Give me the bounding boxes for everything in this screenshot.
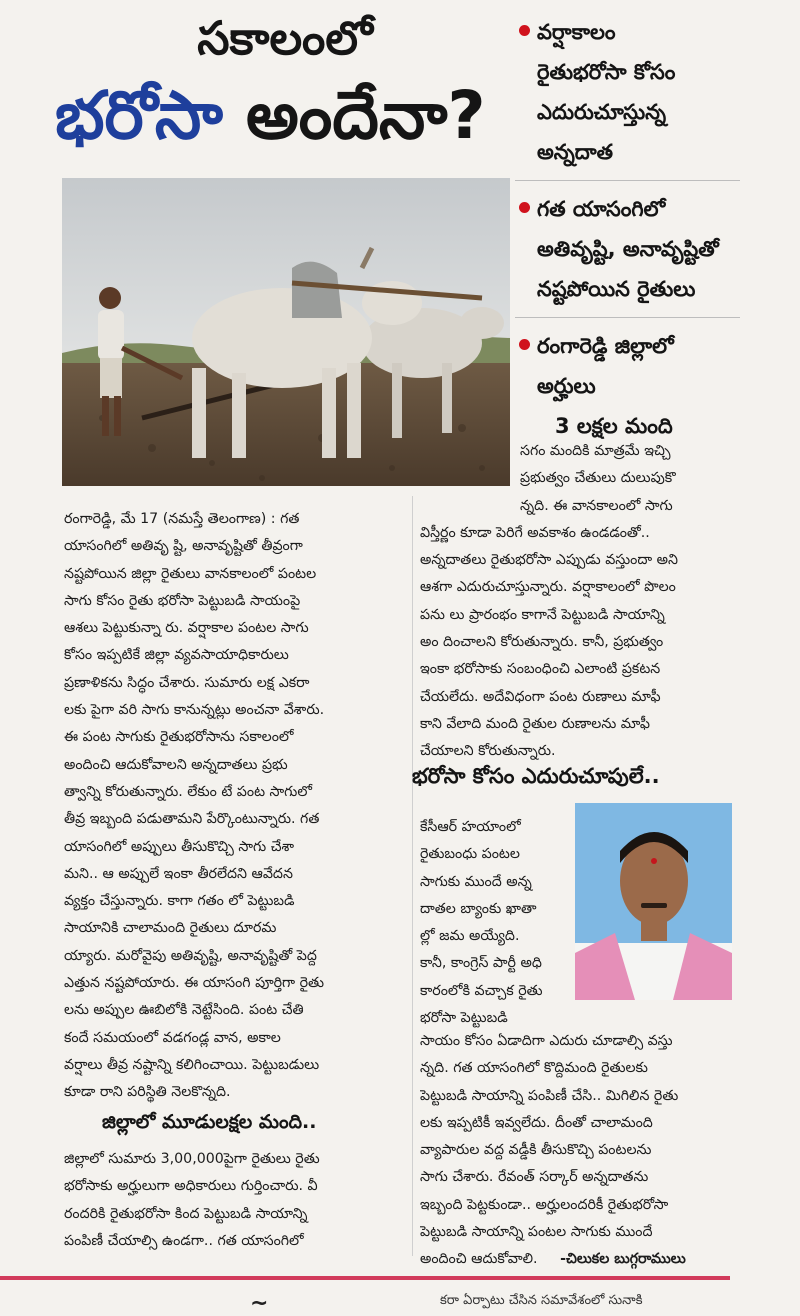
text-line: పెట్టుబడి సాయాన్ని పంటల సాగుకు ముందే (420, 1224, 653, 1241)
text-line: ఆశగా ఎదురుచూస్తున్నారు. వర్షాకాలంలో పొలం (420, 579, 676, 596)
text-line: పెట్టుబడి సాయాన్ని పంపిణీ చేసి.. మిగిలిన రైతు (420, 1087, 679, 1104)
highlight-bullets (515, 8, 740, 458)
bullet-line: రంగారెడ్డి జిల్లాలో (537, 334, 674, 358)
text-line: యాసంగిలో అతివృ ష్టి, అనావృష్టితో తీవ్రంగా (64, 538, 303, 555)
text-line: రంగారెడ్డి, మే 17 (నమస్తే తెలంగాణ) : గత (64, 511, 300, 527)
text-line: సాగు చేశారు. రేవంత్ సర్కార్ అన్నదాతను (420, 1169, 649, 1186)
text-line: ప్రభుత్వం చేతులు దులుపుకొ (520, 470, 676, 487)
farmer-portrait-photo (575, 803, 732, 1000)
text-line: సాగుకు ముందే అన్న (420, 873, 532, 890)
text-line: తీవ్ర ఇబ్బంది పడుతామని పేర్కొంటున్నారు. గత (64, 811, 320, 828)
bullet-line: అర్హులు (537, 374, 596, 398)
text-line: కాని వేలాది మంది రైతుల రుణాలను మాఫీ (420, 715, 650, 732)
text-line: న్నది. గత యాసంగిలో కొద్దిమంది రైతులకు (420, 1060, 648, 1077)
text-line: అన్నదాతలు రైతుభరోసా ఎప్పుడు వస్తుందా అని (420, 552, 678, 569)
text-line: చేయలేదు. అదేవిధంగా పంట రుణాలు మాఫీ (420, 688, 661, 705)
text-line: ఎత్తున నష్టపోయారు. ఈ యాసంగి పూర్తిగా రైతు (64, 975, 324, 992)
bullet-dot-icon (519, 339, 530, 350)
text-line: ల్లో జమ అయ్యేది. (420, 928, 520, 945)
text-line: ఇబ్బంది పెట్టకుండా.. అర్హులందరికీ రైతుభరోసా (420, 1196, 669, 1213)
bullet-item (515, 8, 740, 181)
headline-blue-word: భరోసా (55, 77, 223, 154)
text-line: భరోసాకు అర్హులుగా అధికారులు గుర్తించారు. వీ (64, 1178, 318, 1195)
text-line: వ్యక్తం చేస్తున్నారు. కాగా గతం లో పెట్టుబడి (64, 893, 295, 910)
text-line: కూడా రాని పరిస్థితి నెలకొన్నది. (64, 1084, 231, 1101)
text-line: ఈ పంట సాగుకు రైతుభరోసాను సకాలంలో (64, 729, 294, 746)
right-article-column (420, 438, 732, 766)
left-subheading: జిల్లాలో మూడులక్షల మంది.. (102, 1111, 317, 1133)
right-article-column-narrow (420, 814, 568, 1032)
portrait-illustration (575, 803, 732, 1000)
bottom-red-rule (0, 1276, 730, 1280)
text-line: పంపిణీ చేయాల్సి ఉండగా.. గత యాసంగిలో (64, 1232, 304, 1249)
text-line: సగం మందికి మాత్రమే ఇచ్చి (520, 443, 671, 459)
bullet-line: రైతుభరోసా కోసం (537, 60, 676, 84)
right-article-column-bottom (420, 1028, 732, 1274)
text-line: లకు ఇప్పటికీ ఇవ్వలేదు. దీంతో చాలామంది (420, 1114, 653, 1131)
bullet-line: నష్టపోయిన రైతులు (537, 277, 696, 301)
text-line: జిల్లాలో సుమారు 3,00,000పైగా రైతులు రైతు (64, 1151, 320, 1167)
bullet-line: 3 లక్షల మంది (555, 414, 673, 438)
right-subheading: భరోసా కోసం ఎదురుచూపులే.. (412, 764, 660, 788)
bullet-line: గత యాసంగిలో (537, 197, 666, 221)
text-line-last (420, 1246, 732, 1273)
text-line: అం దించాలని కోరుతున్నారు. కానీ, ప్రభుత్వం (420, 634, 664, 651)
headline-black-words: అందేనా? (222, 77, 486, 154)
left-article-column (64, 506, 402, 1107)
text-line: ఇంకా భరోసాకు సంబంధించి ఎలాంటి ప్రకటన (420, 661, 661, 678)
text-line: కందే సమయంలో వడగండ్ల వాన, అకాల (64, 1029, 281, 1046)
bullet-line: అతివృష్టి, అనావృష్టితో (537, 237, 719, 261)
text-line: కారంలోకి వచ్చాక రైతు (420, 982, 543, 999)
text-line: దాతల బ్యాంకు ఖాతా (420, 900, 537, 917)
text-line: నష్టపోయిన జిల్లా రైతులు వానకాలంలో పంటల (64, 565, 317, 582)
footer-cut-glyph: ~ (250, 1291, 269, 1316)
text-line: య్యారు. మరోవైపు అతివృష్టి, అనావృష్టితో పెద్ద (64, 947, 317, 964)
left-article-column-2 (64, 1146, 402, 1255)
author-byline: -చిలుకల బుగ్గరాములు (560, 1251, 686, 1268)
bullet-item (515, 185, 740, 318)
bullet-dot-icon (519, 202, 530, 213)
text-line: యాసంగిలో అప్పులు తీసుకొచ్చి సాగు చేశా (64, 838, 294, 855)
text-line: విస్తీర్ణం కూడా పెరిగే అవకాశం ఉండడంతో.. (420, 524, 650, 541)
headline-line1: సకాలంలో (197, 11, 373, 65)
text-line: లను అప్పుల ఊబిలోకి నెట్టేసింది. పంట చేతి (64, 1002, 304, 1019)
text-line: ఆశలు పెట్టుకున్నా రు. వర్షాకాల పంటల సాగు (64, 620, 309, 637)
text-line: మని.. ఆ అప్పులే ఇంకా తీరలేదని ఆవేదన (64, 865, 293, 882)
text-line: రందరికి రైతుభరోసా కింద పెట్టుబడి సాయాన్ని (64, 1205, 308, 1222)
footer-cut-text: కరా ఏర్పాటు చేసిన సమావేశంలో సునాకి (440, 1293, 643, 1308)
text-line: పను లు ప్రారంభం కాగానే పెట్టుబడి సాయాన్ని (420, 606, 665, 623)
closing-text: అందించి ఆదుకోవాలి. (420, 1251, 538, 1268)
bullet-line: ఎదురుచూస్తున్న (537, 100, 667, 124)
text-line: ప్రణాళికను సిద్ధం చేశారు. సుమారు లక్ష ఎకరా (64, 674, 310, 691)
text-line: కేసీఆర్ హయాంలో (420, 819, 521, 835)
bullet-line: వర్షాకాలం (537, 20, 616, 44)
text-line: కానీ, కాంగ్రెస్ పార్టీ అధి (420, 955, 542, 972)
text-line: త్వాన్ని కోరుతున్నారు. లేకుం టే పంట సాగులో (64, 783, 312, 800)
text-line: వర్షాలు తీవ్ర నష్టాన్ని కలిగించాయి. పెట్టుబడులు (64, 1056, 320, 1073)
bullet-item (515, 322, 740, 454)
bullet-line: అన్నదాత (537, 140, 613, 164)
text-line: సాగు కోసం రైతు భరోసా పెట్టుబడి సాయంపై (64, 592, 301, 609)
headline-line2 (55, 70, 515, 162)
text-line: సాయం కోసం ఏడాదిగా ఎదురు చూడాల్సి వస్తు (420, 1033, 673, 1049)
text-line: వ్యాపారుల వద్ద వడ్డీకి తీసుకొచ్చి పంటలను (420, 1142, 652, 1159)
bullet-dot-icon (519, 25, 530, 36)
text-line: లకు పైగా వరి సాగు కానున్నట్లు అంచనా వేశారు. (64, 702, 325, 719)
column-divider (412, 496, 413, 1256)
text-line: చేయాలని కోరుతున్నారు. (420, 743, 556, 760)
text-line: సాయానికి చాలామంది రైతులు దూరమ (64, 920, 277, 937)
text-line: అందించి ఆదుకోవాలని అన్నదాతలు ప్రభు (64, 756, 288, 773)
text-line: కోసం ఇప్పటికే జిల్లా వ్యవసాయాధికారులు (64, 647, 289, 664)
text-line: భరోసా పెట్టుబడి (420, 1010, 508, 1027)
text-line: న్నది. ఈ వానకాలంలో సాగు (520, 497, 673, 514)
text-line: రైతుబంధు పంటల (420, 846, 520, 863)
